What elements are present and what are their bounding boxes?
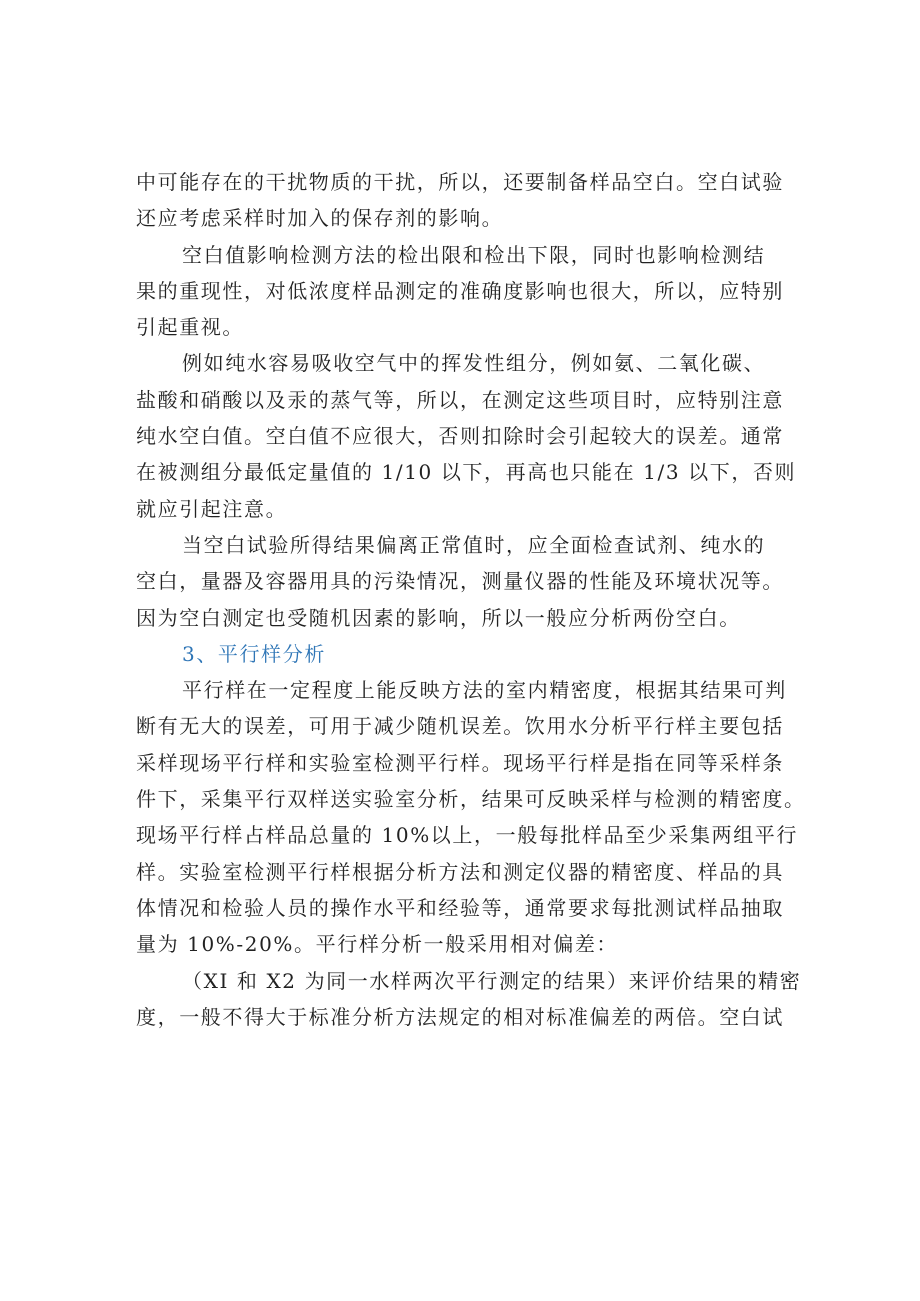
text-line: 断有无大的误差，可用于减少随机误差。饮用水分析平行样主要包括 (136, 714, 784, 739)
text-line: 中可能存在的干扰物质的干扰，所以，还要制备样品空白。空白试验 (136, 170, 784, 194)
text-line: 件下，采集平行双样送实验室分析，结果可反映采样与检测的精密度。 (136, 787, 806, 812)
text-line: 盐酸和硝酸以及汞的蒸气等，所以，在测定这些项目时，应特别注意 (136, 387, 784, 412)
text-line: 平行样在一定程度上能反映方法的室内精密度，根据其结果可判 (182, 678, 787, 703)
text-line: 在被测组分最低定量值的 1/10 以下，再高也只能在 1/3 以下，否则 (136, 460, 797, 485)
text-line: 量为 10%-20%。平行样分析一般采用相对偏差： (136, 932, 619, 957)
text-line: 度，一般不得大于标准分析方法规定的相对标准偏差的两倍。空白试 (136, 1004, 784, 1029)
text-line: 空白值影响检测方法的检出限和检出下限，同时也影响检测结 (182, 242, 766, 267)
section-heading: 3、平行样分析 (182, 641, 326, 666)
text-line: 纯水空白值。空白值不应很大，否则扣除时会引起较大的误差。通常 (136, 424, 784, 449)
text-line: 体情况和检验人员的操作水平和经验等，通常要求每批测试样品抽取 (136, 895, 784, 920)
text-line: 因为空白测定也受随机因素的影响，所以一般应分析两份空白。 (136, 605, 741, 630)
body-text (136, 164, 806, 1035)
text-line: 引起重视。 (136, 315, 244, 340)
text-line: 还应考虑采样时加入的保存剂的影响。 (136, 206, 504, 231)
text-line: 样。实验室检测平行样根据分析方法和测定仪器的精密度、样品的具 (136, 859, 784, 884)
text-line: （XI 和 X2 为同一水样两次平行测定的结果）来评价结果的精密 (182, 968, 802, 993)
text-line: 当空白试验所得结果偏离正常值时，应全面检查试剂、纯水的 (182, 532, 766, 557)
text-line: 采样现场平行样和实验室检测平行样。现场平行样是指在同等采样条 (136, 750, 784, 775)
text-line: 果的重现性，对低浓度样品测定的准确度影响也很大，所以，应特别 (136, 278, 784, 303)
text-line: 就应引起注意。 (136, 496, 288, 521)
text-line: 空白，量器及容器用具的污染情况，测量仪器的性能及环境状况等。 (136, 569, 784, 594)
text-line: 现场平行样占样品总量的 10%以上，一般每批样品至少采集两组平行 (136, 823, 799, 848)
text-line: 例如纯水容易吸收空气中的挥发性组分，例如氨、二氧化碳、 (182, 351, 766, 376)
